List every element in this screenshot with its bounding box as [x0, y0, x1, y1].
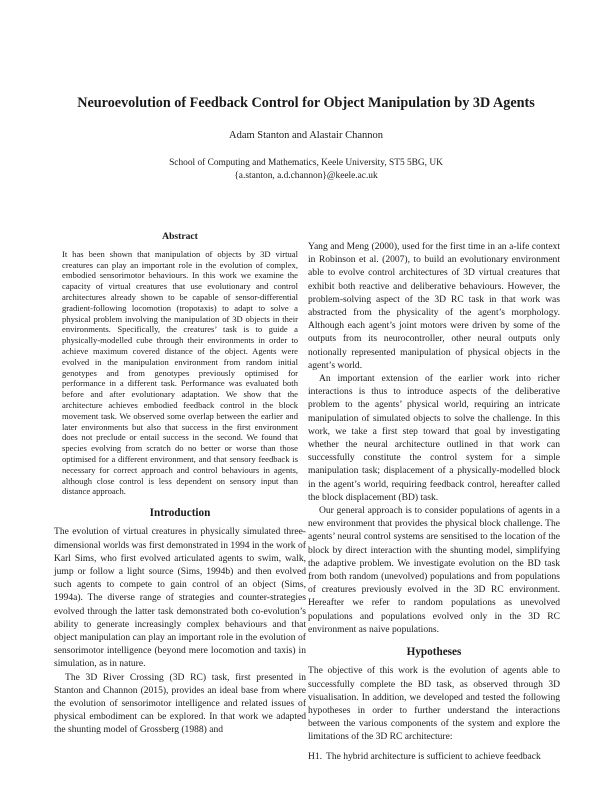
intro-paragraph-3: Yang and Meng (2000), used for the first time in an a-life context in Robinson et al. (2007), to build an evolutionary environment able to evolve control architectures of 3D virtual creatures that exhibit both reactive and deliberative behaviours. However, the problem-solving aspect of the 3D RC task in that work was abstracted from the physicality of the agent’s morphology. Although each agent’s joint motors were driven by some of the outputs from its neurocontroller, other neural outputs only notionally represented manipulation of physical objects in the agent’s world. [308, 241, 560, 371]
authors: Adam Stanton and Alastair Channon [229, 130, 383, 141]
hypothesis-text: The hybrid architecture is sufficient to achieve feedback [326, 750, 541, 762]
left-column [54, 232, 306, 737]
introduction-heading: Introduction [149, 507, 211, 520]
hypothesis-item-1 [308, 750, 560, 763]
right-column [308, 240, 560, 763]
paper-title: Neuroevolution of Feedback Control for Object Manipulation by 3D Agents [77, 95, 535, 111]
hypotheses-paragraph: The objective of this work is the evolution of agents able to successfully complete the BD task, as observed through 3D visualisation. In addition, we developed and tested the following hypotheses in order to further understand the interactions between the various components of the system and explore the limitations of the 3D RC architecture: [308, 665, 560, 743]
hypothesis-label: H1. [308, 750, 323, 762]
intro-paragraph-2: The 3D River Crossing (3D RC) task, first presented in Stanton and Channon (2015), provides an ideal base from where the evolution of sensorimotor intelligence and related issues of physical embodiment can be explored. In that work we adapted the shunting model of Grossberg (1988) and [54, 671, 306, 736]
abstract-text: It has been shown that manipulation of objects by 3D virtual creatures can play an important role in the evolution of complex, embodied sensorimotor behaviours. In this work we examine the capacity of virtual creatures that use evolutionary and control architectures already shown to be capable of sensor-differential gradient-following locomotion (tropotaxis) to adapt to solve a physical problem involving the manipulation of 3D objects in their environments. Specifically, the creatures’ task is to guide a physically-modelled cube through their environments in order to achieve maximum covered distance of the object. Agents were evolved in the manipulation environment from random initial genotypes and from genotypes previously optimised for performance in a different task. Performance was evaluated both before and after evolutionary adaptation. We show that the architecture achieves embodied feedback control in the block movement task. We observed some overlap between the earlier and later environments but also that success in the first environment does not preclude or entail success in the second. We found that species evolving from scratch do no better or worse than those optimised for a different environment, and that sensory feedback is necessary for correct approach and control behaviours in agents, although close control is less dependent on sensory input than distance approach. [62, 248, 298, 497]
intro-paragraph-5: Our general approach is to consider populations of agents in a new environment that provides the physical block challenge. The agents’ neural control systems are sensitised to the location of the block by direct interaction with the shunting model, simplifying the adaptive problem. We investigate evolution on the BD task from both random (unevolved) populations and from populations of creatures previously evolved in the 3D RC environment. Hereafter we refer to random populations as unevolved populations and populations evolved only in the 3D RC environment as naive populations. [308, 505, 560, 635]
affiliation: School of Computing and Mathematics, Keele University, ST5 5BG, UK [169, 158, 443, 168]
emails: {a.stanton, a.d.channon}@keele.ac.uk [234, 171, 378, 181]
intro-paragraph-4: An important extension of the earlier work into richer interactions is thus to introduce aspects of the deliberative problem to the agents’ physical world, requiring an intricate manipulation of simulated objects to solve the challenge. In this work, we take a first step toward that goal by investigating whether the neural architecture outlined in that work can successfully constitute the control system for a simple manipulation task; displacement of a physically-modelled block in the agent’s world, requiring feedback control, hereafter called the block displacement (BD) task. [308, 373, 560, 503]
hypotheses-heading: Hypotheses [406, 646, 462, 659]
abstract-heading: Abstract [162, 231, 198, 242]
abstract [54, 232, 306, 497]
intro-paragraph-1: The evolution of virtual creatures in physically simulated three-dimensional worlds was first demonstrated in 1994 in the work of Karl Sims, who first evolved articulated agents to swim, walk, jump or follow a light source (Sims, 1994b) and then evolved such agents to compete to gain control of an object (Sims, 1994a). The diverse range of strategies and counter-strategies evolved through the latter task demonstrated both co-evolution’s ability to generate increasingly complex behaviours and that object manipulation can play an important role in the evolution of sensorimotor intelligence (beyond mere locomotion and taxis) in simulation, as in nature. [54, 526, 306, 670]
affiliation-block [0, 157, 612, 183]
